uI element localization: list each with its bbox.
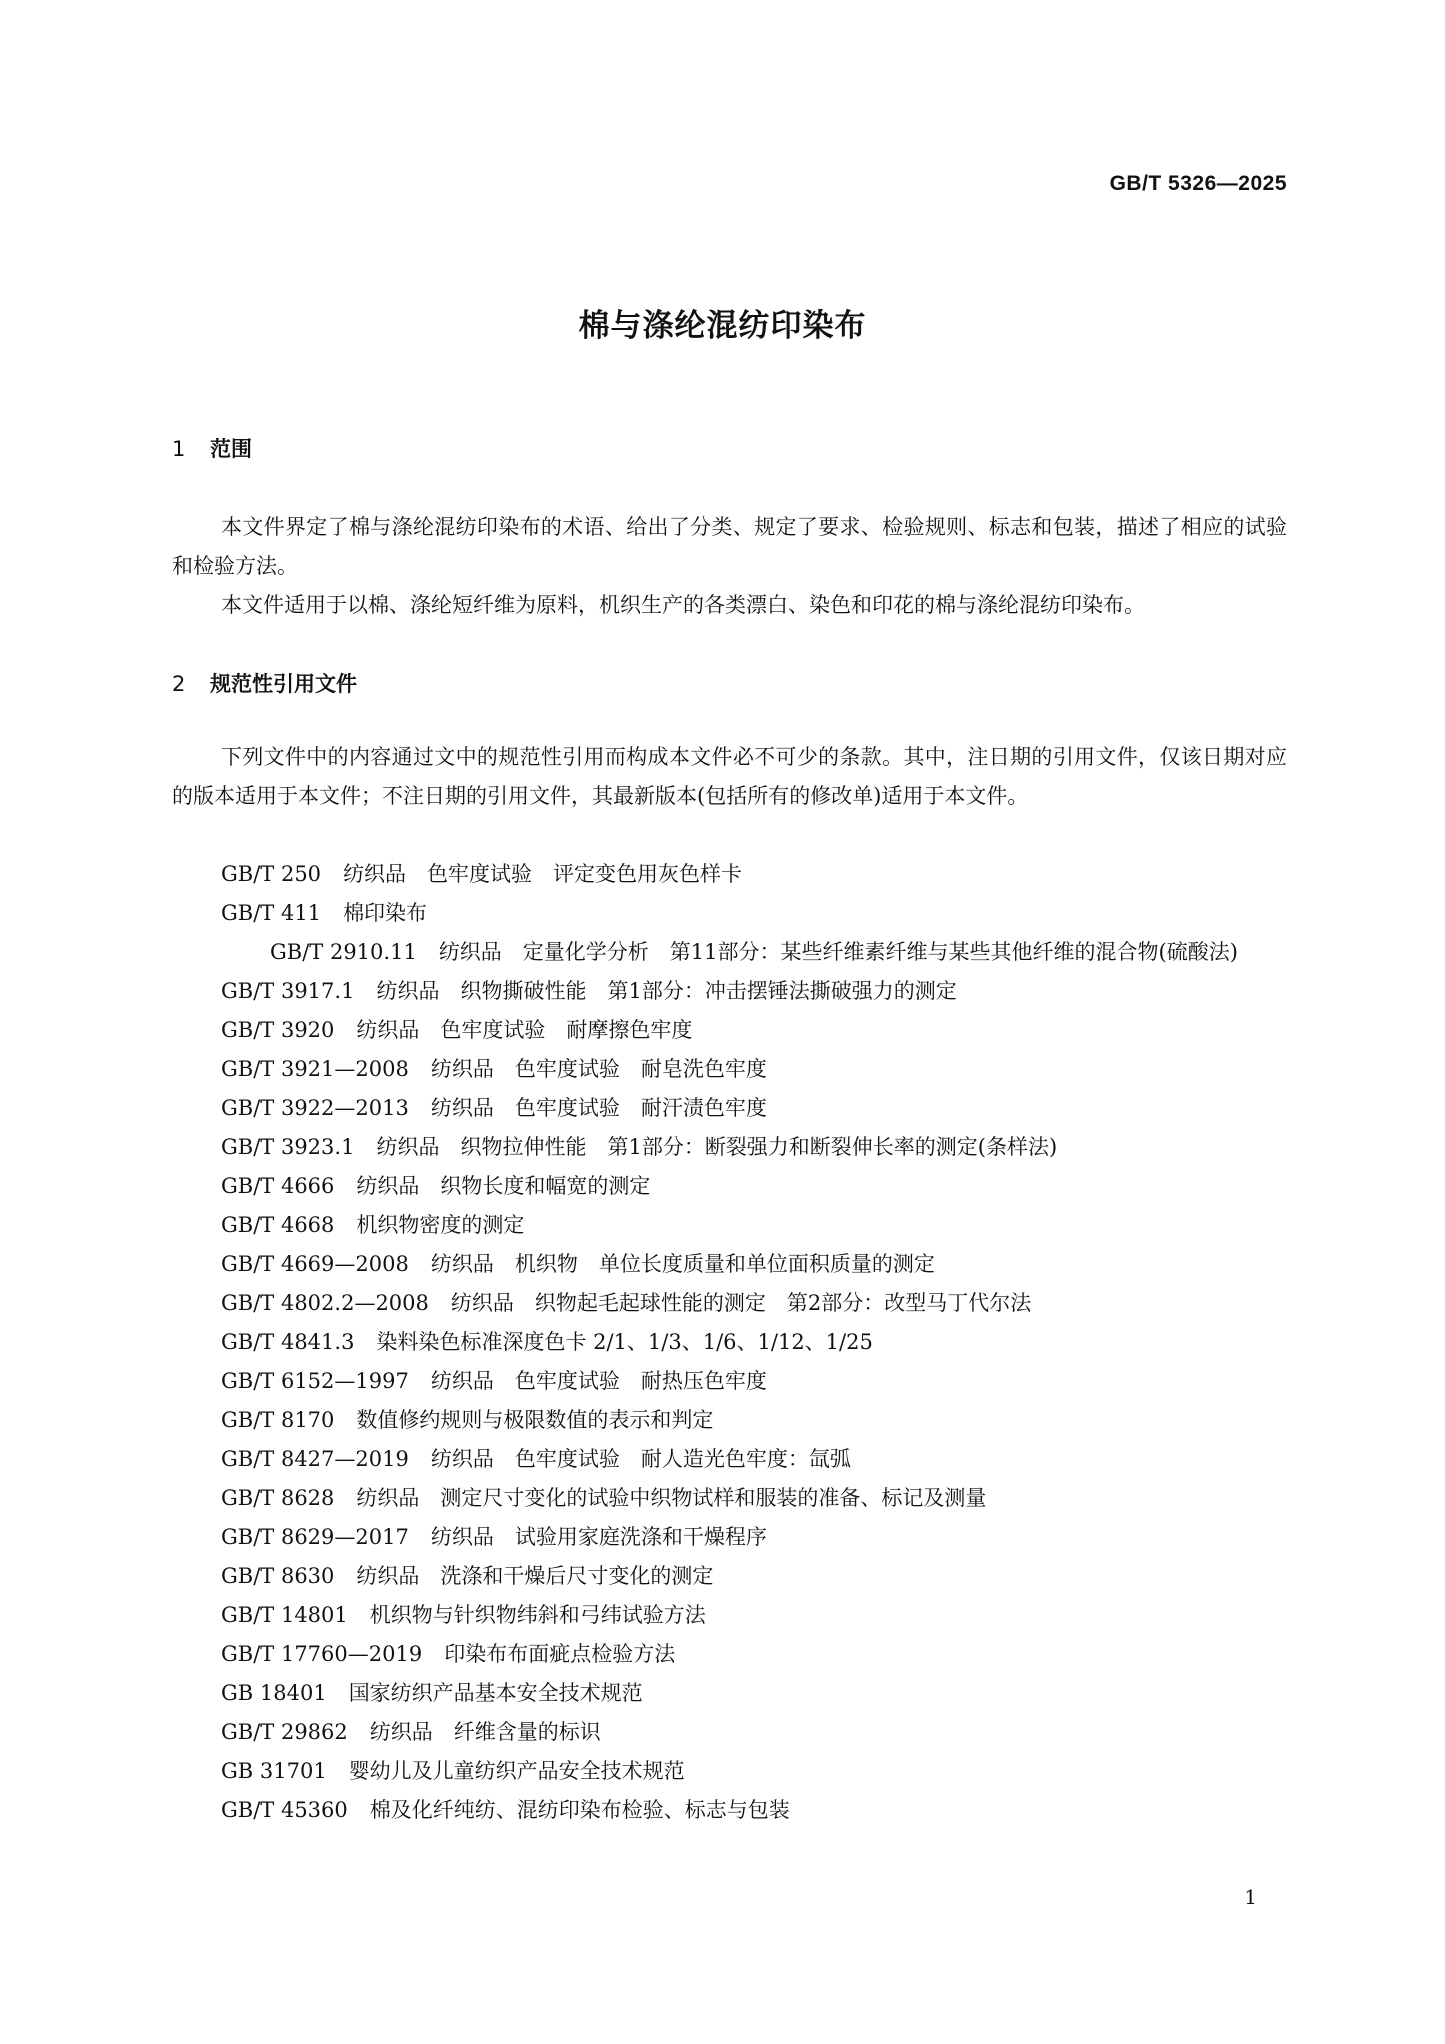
reference-code: GB/T 8427—2019	[221, 1447, 409, 1471]
reference-item	[221, 972, 1287, 1011]
reference-title: 纺织品 色牢度试验 耐皂洗色牢度	[430, 1057, 767, 1081]
reference-item	[172, 933, 1287, 972]
reference-code: GB/T 6152—1997	[221, 1369, 409, 1393]
reference-item	[221, 1557, 1287, 1596]
reference-code: GB/T 4669—2008	[221, 1252, 409, 1276]
reference-title: 纺织品 机织物 单位长度质量和单位面积质量的测定	[430, 1252, 935, 1276]
reference-code: GB/T 14801	[221, 1603, 348, 1627]
reference-title: 机织物与针织物纬斜和弓纬试验方法	[369, 1603, 706, 1627]
reference-title: 棉及化纤纯纺、混纺印染布检验、标志与包装	[369, 1798, 790, 1822]
reference-item	[221, 894, 1287, 933]
reference-item	[221, 1713, 1287, 1752]
reference-code: GB 18401	[221, 1681, 327, 1705]
reference-list	[221, 855, 1287, 1830]
reference-code: GB/T 8629—2017	[221, 1525, 409, 1549]
scope-paragraph-1: 本文件界定了棉与涤纶混纺印染布的术语、给出了分类、规定了要求、检验规则、标志和包装，描述了相应的试验和检验方法。	[172, 515, 1287, 578]
scope-paragraph-2: 本文件适用于以棉、涤纶短纤维为原料，机织生产的各类漂白、染色和印花的棉与涤纶混纺印染布。	[221, 593, 1145, 617]
reference-code: GB/T 2910.11	[270, 940, 417, 964]
reference-code: GB/T 4841.3	[221, 1330, 355, 1354]
reference-title: 数值修约规则与极限数值的表示和判定	[356, 1408, 714, 1432]
reference-code: GB/T 250	[221, 862, 322, 886]
reference-item	[221, 1128, 1287, 1167]
reference-item	[221, 1167, 1287, 1206]
reference-code: GB/T 4802.2—2008	[221, 1291, 429, 1315]
reference-item	[221, 1323, 1287, 1362]
reference-title: 纺织品 色牢度试验 评定变色用灰色样卡	[343, 862, 743, 886]
reference-item	[221, 1089, 1287, 1128]
document-title: 棉与涤纶混纺印染布	[578, 308, 867, 344]
reference-item	[221, 1401, 1287, 1440]
reference-code: GB/T 45360	[221, 1798, 348, 1822]
reference-item	[221, 1752, 1287, 1791]
section-number: 2	[172, 672, 186, 696]
reference-title: 染料染色标准深度色卡 2/1、1/3、1/6、1/12、1/25	[376, 1330, 873, 1354]
reference-item	[221, 1596, 1287, 1635]
reference-item	[221, 1479, 1287, 1518]
reference-title: 纺织品 色牢度试验 耐热压色牢度	[430, 1369, 767, 1393]
reference-code: GB/T 8630	[221, 1564, 335, 1588]
reference-item	[221, 855, 1287, 894]
reference-code: GB/T 3921—2008	[221, 1057, 409, 1081]
reference-item	[221, 1011, 1287, 1050]
reference-code: GB/T 3923.1	[221, 1135, 355, 1159]
reference-item	[221, 1635, 1287, 1674]
section-heading-normative-references	[172, 668, 357, 698]
reference-item	[221, 1674, 1287, 1713]
reference-title: 纺织品 测定尺寸变化的试验中织物试样和服装的准备、标记及测量	[356, 1486, 987, 1510]
reference-code: GB/T 17760—2019	[221, 1642, 423, 1666]
reference-title: 纺织品 试验用家庭洗涤和干燥程序	[430, 1525, 767, 1549]
section-title: 范围	[210, 437, 252, 461]
reference-code: GB/T 29862	[221, 1720, 348, 1744]
reference-item	[221, 1284, 1287, 1323]
reference-title: 婴幼儿及儿童纺织产品安全技术规范	[348, 1759, 685, 1783]
reference-code: GB 31701	[221, 1759, 327, 1783]
reference-title: 国家纺织产品基本安全技术规范	[348, 1681, 643, 1705]
reference-code: GB/T 4668	[221, 1213, 335, 1237]
reference-item	[221, 1206, 1287, 1245]
reference-item	[221, 1440, 1287, 1479]
reference-title: 纺织品 色牢度试验 耐人造光色牢度：氙弧	[430, 1447, 851, 1471]
reference-title: 纺织品 定量化学分析 第11部分：某些纤维素纤维与某些其他纤维的混合物(硫酸法)	[438, 940, 1238, 964]
reference-code: GB/T 3920	[221, 1018, 335, 1042]
reference-title: 纺织品 洗涤和干燥后尺寸变化的测定	[356, 1564, 714, 1588]
reference-item	[221, 1050, 1287, 1089]
reference-title: 印染布布面疵点检验方法	[444, 1642, 676, 1666]
section-number: 1	[172, 437, 186, 461]
reference-title: 纺织品 织物撕破性能 第1部分：冲击摆锤法撕破强力的测定	[376, 979, 957, 1003]
reference-title: 纺织品 织物起毛起球性能的测定 第2部分：改型马丁代尔法	[450, 1291, 1032, 1315]
references-intro-paragraph: 下列文件中的内容通过文中的规范性引用而构成本文件必不可少的条款。其中，注日期的引用文件，仅该日期对应的版本适用于本文件；不注日期的引用文件，其最新版本(包括所有的修改单)适用于本文件。	[172, 745, 1287, 808]
reference-title: 纺织品 织物拉伸性能 第1部分：断裂强力和断裂伸长率的测定(条样法)	[376, 1135, 1058, 1159]
reference-item	[221, 1362, 1287, 1401]
reference-title: 机织物密度的测定	[356, 1213, 525, 1237]
reference-title: 纺织品 织物长度和幅宽的测定	[356, 1174, 651, 1198]
reference-item	[221, 1791, 1287, 1830]
reference-code: GB/T 3922—2013	[221, 1096, 409, 1120]
standard-number: GB/T 5326—2025	[1109, 172, 1287, 195]
reference-code: GB/T 4666	[221, 1174, 335, 1198]
reference-title: 纺织品 色牢度试验 耐汗渍色牢度	[430, 1096, 767, 1120]
reference-code: GB/T 8170	[221, 1408, 335, 1432]
reference-title: 纺织品 色牢度试验 耐摩擦色牢度	[356, 1018, 693, 1042]
reference-code: GB/T 411	[221, 901, 322, 925]
reference-code: GB/T 3917.1	[221, 979, 355, 1003]
reference-item	[221, 1245, 1287, 1284]
section-title: 规范性引用文件	[210, 672, 357, 696]
section-heading-scope	[172, 433, 252, 463]
reference-code: GB/T 8628	[221, 1486, 335, 1510]
page-number: 1	[1244, 1885, 1257, 1909]
reference-title: 棉印染布	[343, 901, 428, 925]
reference-item	[221, 1518, 1287, 1557]
reference-title: 纺织品 纤维含量的标识	[369, 1720, 601, 1744]
